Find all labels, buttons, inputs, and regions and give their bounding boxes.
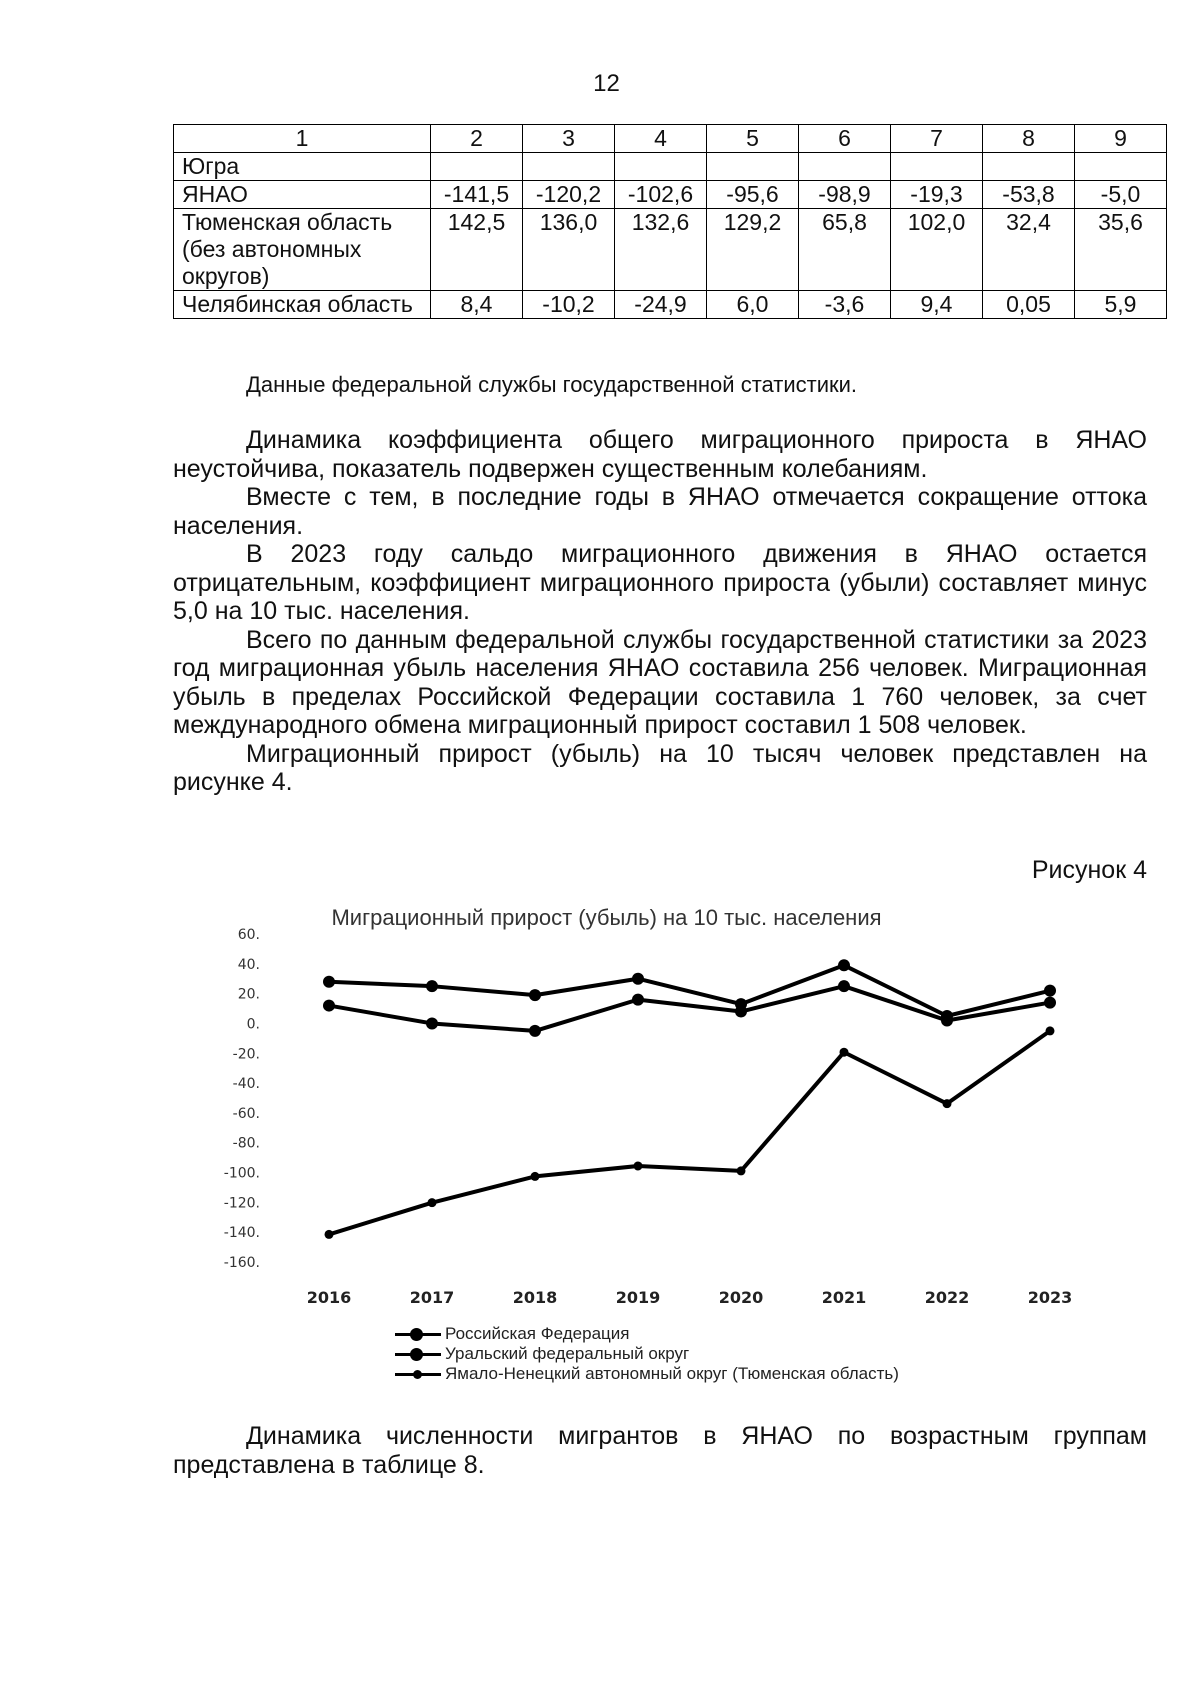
- table-row-label: Тюменская область (без автономных округов): [174, 209, 431, 291]
- legend-item: [395, 1344, 899, 1364]
- table-cell: -95,6: [707, 181, 799, 209]
- y-tick-label: -160.: [223, 1255, 260, 1271]
- final-paragraph-text: Динамика численности мигрантов в ЯНАО по возрастным группам представлена в таблице 8.: [173, 1422, 1147, 1479]
- y-tick-label: -60.: [232, 1105, 260, 1122]
- data-point: [632, 973, 644, 985]
- data-point: [632, 994, 644, 1006]
- paragraph: Миграционный прирост (убыль) на 10 тысяч человек представлен на рисунке 4.: [173, 739, 1147, 796]
- paragraph: Динамика коэффициента общего миграционного прироста в ЯНАО неустойчива, показатель подвержен существенным колебаниям.: [173, 426, 1147, 483]
- table-row: [174, 291, 1167, 319]
- x-tick-label: 2023: [1027, 1288, 1073, 1307]
- table-cell: -53,8: [983, 181, 1075, 209]
- paragraph: Вместе с тем, в последние годы в ЯНАО отмечается сокращение оттока населения.: [173, 483, 1147, 540]
- y-tick-label: -40.: [232, 1076, 260, 1093]
- table-cell: [983, 153, 1075, 181]
- table-cell: -120,2: [523, 181, 615, 209]
- data-point: [634, 1161, 643, 1170]
- y-tick-label: 0.: [246, 1016, 260, 1033]
- table-cell: 5,9: [1075, 291, 1167, 319]
- table-cell: 6,0: [707, 291, 799, 319]
- data-point: [323, 1000, 335, 1012]
- page-number: 12: [593, 70, 620, 97]
- table-row: [174, 181, 1167, 209]
- table-row-label: Югра: [174, 153, 431, 181]
- table-header-cell: 5: [707, 125, 799, 153]
- table-cell: 0,05: [983, 291, 1075, 319]
- table-header-cell: 6: [799, 125, 891, 153]
- paragraph: В 2023 году сальдо миграционного движения в ЯНАО остается отрицательным, коэффициент миграционного прироста (убыли) составляет минус 5,0 на 10 тыс. населения.: [173, 540, 1147, 625]
- table-header-cell: 7: [891, 125, 983, 153]
- paragraph: Всего по данным федеральной службы государственной статистики за 2023 год миграционная убыль населения ЯНАО составила 256 человек. Миграционная убыль в пределах Российской Федерации составила 1 760 человек, за счет международного обмена миграционный прирост составил 1 508 человек.: [173, 625, 1147, 739]
- table-row: [174, 153, 1167, 181]
- y-tick-label: -140.: [223, 1225, 260, 1242]
- table-header-cell: 1: [174, 125, 431, 153]
- data-point: [737, 1166, 746, 1175]
- table-cell: [1075, 153, 1167, 181]
- legend-label: Уральский федеральный округ: [445, 1344, 690, 1363]
- data-point: [426, 980, 438, 992]
- y-tick-label: 60.: [237, 927, 260, 943]
- legend-label: Ямало-Ненецкий автономный округ (Тюменская область): [445, 1364, 899, 1383]
- x-tick-label: 2020: [718, 1288, 764, 1307]
- table-cell: -19,3: [891, 181, 983, 209]
- data-point: [529, 1025, 541, 1037]
- table-cell: 132,6: [615, 209, 707, 291]
- table-header-cell: 8: [983, 125, 1075, 153]
- table-cell: 102,0: [891, 209, 983, 291]
- source-note: Данные федеральной службы государственной статистики.: [246, 372, 858, 397]
- x-tick-label: 2019: [615, 1288, 661, 1307]
- table-cell: -102,6: [615, 181, 707, 209]
- table-cell: [615, 153, 707, 181]
- data-point: [426, 1017, 438, 1029]
- table-cell: -141,5: [431, 181, 523, 209]
- table-row-label: Челябинская область: [174, 291, 431, 319]
- table-cell: -3,6: [799, 291, 891, 319]
- data-point: [529, 989, 541, 1001]
- y-tick-label: 20.: [237, 986, 260, 1003]
- table-cell: [707, 153, 799, 181]
- table-cell: [799, 153, 891, 181]
- table-cell: -10,2: [523, 291, 615, 319]
- y-tick-label: -80.: [232, 1135, 260, 1152]
- table-header-cell: 3: [523, 125, 615, 153]
- data-point: [325, 1230, 334, 1239]
- x-tick-label: 2016: [306, 1288, 352, 1307]
- table-cell: 65,8: [799, 209, 891, 291]
- data-point: [840, 1048, 849, 1057]
- table-cell: 142,5: [431, 209, 523, 291]
- data-point: [1044, 985, 1056, 997]
- migration-table: [173, 124, 1167, 319]
- x-tick-label: 2018: [512, 1288, 558, 1307]
- legend-swatch: [395, 1347, 441, 1361]
- series-1: [323, 959, 1056, 1022]
- legend-item: [395, 1364, 899, 1384]
- line-chart: [200, 925, 1100, 1310]
- data-point: [838, 980, 850, 992]
- chart-title: Миграционный прирост (убыль) на 10 тыс. населения: [331, 905, 882, 930]
- data-point: [943, 1099, 952, 1108]
- y-tick-label: -120.: [223, 1195, 260, 1212]
- table-cell: -98,9: [799, 181, 891, 209]
- data-point: [1044, 997, 1056, 1009]
- x-tick-label: 2017: [409, 1288, 455, 1307]
- legend-swatch: [395, 1327, 441, 1341]
- y-tick-label: -100.: [223, 1165, 260, 1182]
- body-text: [173, 426, 1147, 797]
- legend-swatch: [395, 1367, 441, 1381]
- figure-label: Рисунок 4: [1031, 856, 1147, 884]
- legend-label: Российская Федерация: [445, 1324, 630, 1343]
- y-tick-label: 40.: [237, 956, 260, 973]
- table-cell: [431, 153, 523, 181]
- data-point: [1046, 1026, 1055, 1035]
- table-header-cell: 2: [431, 125, 523, 153]
- table-cell: [523, 153, 615, 181]
- data-point: [428, 1198, 437, 1207]
- data-point: [323, 976, 335, 988]
- data-point: [735, 1006, 747, 1018]
- table-cell: 35,6: [1075, 209, 1167, 291]
- table-cell: 129,2: [707, 209, 799, 291]
- series-line: [329, 965, 1050, 1016]
- table-header-row: [174, 125, 1167, 153]
- table-header-cell: 4: [615, 125, 707, 153]
- table-cell: -5,0: [1075, 181, 1167, 209]
- legend-item: [395, 1324, 899, 1344]
- data-point: [941, 1014, 953, 1026]
- data-point: [838, 959, 850, 971]
- x-tick-label: 2022: [924, 1288, 970, 1307]
- table-row: [174, 209, 1167, 291]
- series-3: [325, 1026, 1055, 1239]
- series-line: [329, 1031, 1050, 1235]
- data-point: [531, 1172, 540, 1181]
- table-cell: 9,4: [891, 291, 983, 319]
- x-tick-label: 2021: [821, 1288, 867, 1307]
- table-cell: 32,4: [983, 209, 1075, 291]
- y-tick-label: -20.: [232, 1046, 260, 1063]
- table-cell: -24,9: [615, 291, 707, 319]
- table-cell: 136,0: [523, 209, 615, 291]
- chart-legend: [395, 1324, 899, 1384]
- table-cell: [891, 153, 983, 181]
- final-paragraph: [173, 1422, 1147, 1480]
- table-header-cell: 9: [1075, 125, 1167, 153]
- table-row-label: ЯНАО: [174, 181, 431, 209]
- table-cell: 8,4: [431, 291, 523, 319]
